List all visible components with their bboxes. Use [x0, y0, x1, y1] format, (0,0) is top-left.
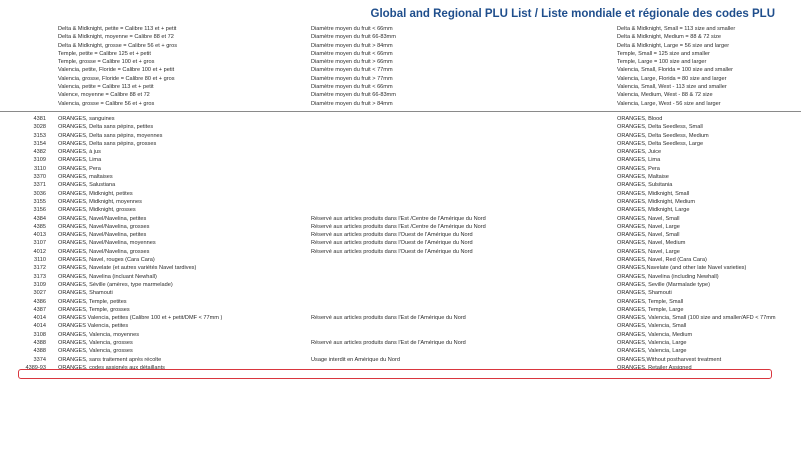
- english-description: ORANGES, Valencia, Large: [617, 339, 687, 346]
- plu-code: 3036: [33, 190, 46, 197]
- english-description: ORANGES, Delta Seedless, Small: [617, 124, 703, 131]
- plu-code: 3110: [33, 165, 46, 172]
- table-row: [0, 156, 801, 164]
- french-description: ORANGES, Navelina (incluant Newhall): [58, 273, 157, 280]
- plu-code: 3108: [33, 331, 46, 338]
- table-row: [0, 347, 801, 355]
- english-description: Valencia, Large, West - 56 size and larger: [617, 100, 721, 107]
- size-definition-row: [0, 25, 801, 33]
- size-note: Diamètre moyen du fruit > 66mm: [311, 59, 393, 66]
- english-description: ORANGES,Without postharvest treatment: [617, 356, 722, 363]
- english-description: ORANGES, Navel, Small: [617, 232, 680, 239]
- highlight-box: [18, 369, 772, 379]
- english-description: ORANGES,Navelate (and other late Navel varieties): [617, 265, 747, 272]
- french-description: Valence, moyenne = Calibre 88 et 72: [58, 92, 150, 99]
- restriction-note: Réservé aux articles produits dans l'Ouest de l'Amérique du Nord: [311, 240, 473, 247]
- english-description: ORANGES, Midknight, Medium: [617, 198, 696, 205]
- restriction-note: Réservé aux articles produits dans l'Est /Centre de l'Amérique du Nord: [311, 215, 486, 222]
- french-description: Delta & Midknight, moyenne = Calibre 88 et 72: [58, 34, 174, 41]
- table-row: [0, 298, 801, 306]
- table-row: [0, 248, 801, 256]
- english-description: ORANGES, Navel, Red (Cara Cara): [617, 257, 707, 264]
- english-description: ORANGES, Temple, Large: [617, 306, 684, 313]
- english-description: ORANGES, Retailer Assigned: [617, 364, 692, 371]
- english-description: ORANGES, Navel, Large: [617, 223, 680, 230]
- size-note: Diamètre moyen du fruit < 66mm: [311, 26, 393, 32]
- french-description: Valencia, grosse, Floride = Calibre 80 et + gros: [58, 75, 175, 82]
- english-description: ORANGES, Maltaise: [617, 174, 669, 181]
- table-row: [0, 281, 801, 289]
- plu-code: 4012: [33, 248, 46, 255]
- english-description: Valencia, Large, Florida = 80 size and larger: [617, 75, 727, 82]
- english-description: ORANGES, Delta Seedless, Medium: [617, 132, 709, 139]
- plu-code: 3173: [33, 273, 46, 280]
- french-description: ORANGES, Valencia, grosses: [58, 348, 133, 355]
- french-description: ORANGES, Lima: [58, 157, 102, 164]
- french-description: ORANGES, Navelate (et autres variétés Navel tardives): [58, 265, 197, 272]
- table-row: [0, 289, 801, 297]
- english-description: Valencia, Small, West - 113 size and smaller: [617, 84, 727, 91]
- french-description: ORANGES, Delta sans pépins, petites: [58, 124, 154, 131]
- french-description: ORANGES, sanguines: [58, 115, 115, 122]
- plu-code: 3109: [33, 157, 46, 164]
- french-description: ORANGES, Séville (amères, type marmelade): [58, 281, 173, 288]
- plu-code: 3374: [33, 356, 46, 363]
- french-description: ORANGES, Midknight, moyennes: [58, 198, 142, 205]
- table-row: [0, 314, 801, 322]
- french-description: ORANGES, Temple, grosses: [58, 306, 130, 313]
- plu-code-rows: [0, 115, 801, 372]
- english-description: ORANGES, Midknight, Small: [617, 190, 690, 197]
- plu-code: 4013: [33, 232, 46, 239]
- table-row-highlighted: [0, 331, 801, 339]
- english-description: ORANGES, Valencia, Medium: [617, 331, 693, 338]
- table-row: [0, 231, 801, 239]
- french-description: Valencia, grosse = Calibre 56 et + gros: [58, 100, 155, 107]
- plu-code: 4388: [33, 348, 46, 355]
- english-description: ORANGES, Pera: [617, 165, 660, 172]
- english-description: Delta & Midknight, Medium = 88 & 72 size: [617, 34, 722, 41]
- english-description: Delta & Midknight, Small = 113 size and smaller: [617, 26, 736, 32]
- english-description: ORANGES, Navel, Medium: [617, 240, 686, 247]
- plu-code: 3154: [33, 140, 46, 147]
- french-description: ORANGES, Salustiana: [58, 182, 116, 189]
- french-description: ORANGES, Shamouti: [58, 290, 113, 297]
- plu-code: 4381: [33, 115, 46, 122]
- table-row: [0, 273, 801, 281]
- french-description: Delta & Midknight, grosse = Calibre 56 et + gros: [58, 42, 178, 49]
- english-description: ORANGES, Temple, Small: [617, 298, 684, 305]
- english-description: ORANGES, Valencia, Small: [617, 323, 687, 330]
- french-description: ORANGES, Navel/Navelina, moyennes: [58, 240, 156, 247]
- plu-code: 4387: [33, 306, 46, 313]
- size-note: Diamètre moyen du fruit > 77mm: [311, 75, 393, 82]
- english-description: Valencia, Small, Florida = 100 size and smaller: [617, 67, 734, 74]
- french-description: ORANGES, Valencia, moyennes: [58, 331, 140, 338]
- plu-code: 4389-93: [25, 364, 46, 371]
- restriction-note: Réservé aux articles produits dans l'Est de l'Amérique du Nord: [311, 315, 466, 322]
- size-note: Diamètre moyen du fruit 66-83mm: [311, 92, 396, 99]
- table-row: [0, 140, 801, 148]
- english-description: ORANGES, Valencia, Small (100 size and smaller/AFD < 77mm: [617, 315, 776, 322]
- table-row: [0, 190, 801, 198]
- french-description: ORANGES, maltaises: [58, 174, 113, 181]
- plu-code: 4014: [33, 315, 46, 322]
- plu-code: 4382: [33, 149, 46, 156]
- french-description: ORANGES, sans traitement après récolte: [58, 356, 162, 363]
- size-definition-row: [0, 58, 801, 66]
- french-description: Temple, petite = Calibre 125 et + petit: [58, 50, 151, 57]
- english-description: ORANGES, Midknight, Large: [617, 207, 690, 214]
- restriction-note: Réservé aux articles produits dans l'Est /Centre de l'Amérique du Nord: [311, 223, 486, 230]
- french-description: Temple, grosse = Calibre 100 et + gros: [58, 59, 155, 66]
- english-description: ORANGES, Lima: [617, 157, 661, 164]
- french-description: Valencia, petite = Calibre 113 et + petit: [58, 84, 154, 91]
- table-row: [0, 306, 801, 314]
- size-note: Diamètre moyen du fruit > 84mm: [311, 42, 393, 49]
- french-description: ORANGES, codes assignés aux détaillants: [58, 364, 165, 371]
- french-description: ORANGES, Navel/Navelina, grosses: [58, 223, 150, 230]
- plu-code: 4386: [33, 298, 46, 305]
- table-row: [0, 239, 801, 247]
- french-description: ORANGES, Midknight, petites: [58, 190, 133, 197]
- size-definition-row: [0, 75, 801, 83]
- table-row: [0, 206, 801, 214]
- english-description: Valencia, Medium, West - 88 & 72 size: [617, 92, 713, 99]
- plu-code: 3153: [33, 132, 46, 139]
- plu-code: 3156: [33, 207, 46, 214]
- plu-code: 3110: [33, 257, 46, 264]
- plu-code: 3172: [33, 265, 46, 272]
- size-definition-row: [0, 33, 801, 41]
- plu-code: 4385: [33, 223, 46, 230]
- plu-code: 3028: [33, 124, 46, 131]
- english-description: Temple, Small = 125 size and smaller: [617, 50, 710, 57]
- plu-code: 3370: [33, 174, 46, 181]
- document-title: Global and Regional PLU List / Liste mondiale et régionale des codes PLU: [370, 8, 775, 20]
- table-row: [0, 165, 801, 173]
- table-row: [0, 356, 801, 364]
- english-description: ORANGES, Sulsitania: [617, 182, 673, 189]
- french-description: ORANGES, Navel/Navelina, grosses: [58, 248, 150, 255]
- french-description: ORANGES, Valencia, grosses: [58, 339, 133, 346]
- english-description: Temple, Large = 100 size and larger: [617, 59, 707, 66]
- french-description: ORANGES, Temple, petites: [58, 298, 127, 305]
- french-description: ORANGES, Midknight, grosses: [58, 207, 136, 214]
- plu-code: 3371: [33, 182, 46, 189]
- section-divider: [0, 111, 801, 112]
- table-row: [0, 339, 801, 347]
- plu-code: 4384: [33, 215, 46, 222]
- french-description: ORANGES, Navel/Navelina, petites: [58, 215, 147, 222]
- table-row: [0, 198, 801, 206]
- table-row: [0, 173, 801, 181]
- restriction-note: Réservé aux articles produits dans l'Ouest de l'Amérique du Nord: [311, 248, 473, 255]
- french-description: ORANGES, Delta sans pépins, moyennes: [58, 132, 163, 139]
- size-definition-row: [0, 66, 801, 74]
- size-note: Diamètre moyen du fruit 66-83mm: [311, 34, 396, 41]
- english-description: Delta & Midknight, Large = 56 size and larger: [617, 42, 730, 49]
- french-description: ORANGES Valencia, petites: [58, 323, 129, 330]
- size-note: Diamètre moyen du fruit < 66mm: [311, 84, 393, 91]
- table-row: [0, 123, 801, 131]
- french-description: Delta & Midknight, petite = Calibre 113 et + petit: [58, 26, 177, 32]
- size-definition-row: [0, 83, 801, 91]
- english-description: ORANGES, Seville (Marmalade type): [617, 281, 710, 288]
- table-row: [0, 148, 801, 156]
- table-row: [0, 215, 801, 223]
- table-row: [0, 264, 801, 272]
- french-description: ORANGES, Navel/Navelina, petites: [58, 232, 147, 239]
- plu-table: [0, 25, 801, 372]
- size-note: Diamètre moyen du fruit < 77mm: [311, 67, 393, 74]
- size-definition-row: [0, 42, 801, 50]
- french-description: ORANGES, à jus: [58, 149, 101, 156]
- size-definition-rows: [0, 25, 801, 108]
- english-description: ORANGES, Blood: [617, 115, 663, 122]
- size-definition-row: [0, 91, 801, 99]
- restriction-note: Réservé aux articles produits dans l'Est de l'Amérique du Nord: [311, 339, 466, 346]
- size-note: Diamètre moyen du fruit > 84mm: [311, 100, 393, 107]
- english-description: ORANGES, Navel, Small: [617, 215, 680, 222]
- plu-code: 3107: [33, 240, 46, 247]
- french-description: ORANGES, Pera: [58, 165, 101, 172]
- restriction-note: Réservé aux articles produits dans l'Ouest de l'Amérique du Nord: [311, 232, 473, 239]
- french-description: ORANGES, Navel, rouges (Cara Cara): [58, 257, 155, 264]
- english-description: ORANGES, Juice: [617, 149, 662, 156]
- table-row: [0, 132, 801, 140]
- english-description: ORANGES, Navel, Large: [617, 248, 680, 255]
- table-row: [0, 223, 801, 231]
- table-row: [0, 181, 801, 189]
- plu-code: 4014: [33, 323, 46, 330]
- english-description: ORANGES, Navelina (including Newhall): [617, 273, 719, 280]
- english-description: ORANGES, Shamouti: [617, 290, 672, 297]
- plu-code: 3109: [33, 281, 46, 288]
- plu-code: 3027: [33, 290, 46, 297]
- size-definition-row: [0, 100, 801, 108]
- size-note: Diamètre moyen du fruit < 66mm: [311, 50, 393, 57]
- english-description: ORANGES, Delta Seedless, Large: [617, 140, 704, 147]
- table-row: [0, 256, 801, 264]
- table-row: [0, 322, 801, 330]
- french-description: Valencia, petite, Floride = Calibre 100 et + petit: [58, 67, 175, 74]
- restriction-note: Usage interdit en Amérique du Nord: [311, 356, 400, 363]
- table-row: [0, 115, 801, 123]
- plu-code: 4388: [33, 339, 46, 346]
- size-definition-row: [0, 50, 801, 58]
- plu-code: 3155: [33, 198, 46, 205]
- french-description: ORANGES, Delta sans pépins, grosses: [58, 140, 157, 147]
- french-description: ORANGES Valencia, petites (Calibre 100 et + petit/DMF < 77mm ): [58, 315, 223, 322]
- english-description: ORANGES, Valencia, Large: [617, 348, 687, 355]
